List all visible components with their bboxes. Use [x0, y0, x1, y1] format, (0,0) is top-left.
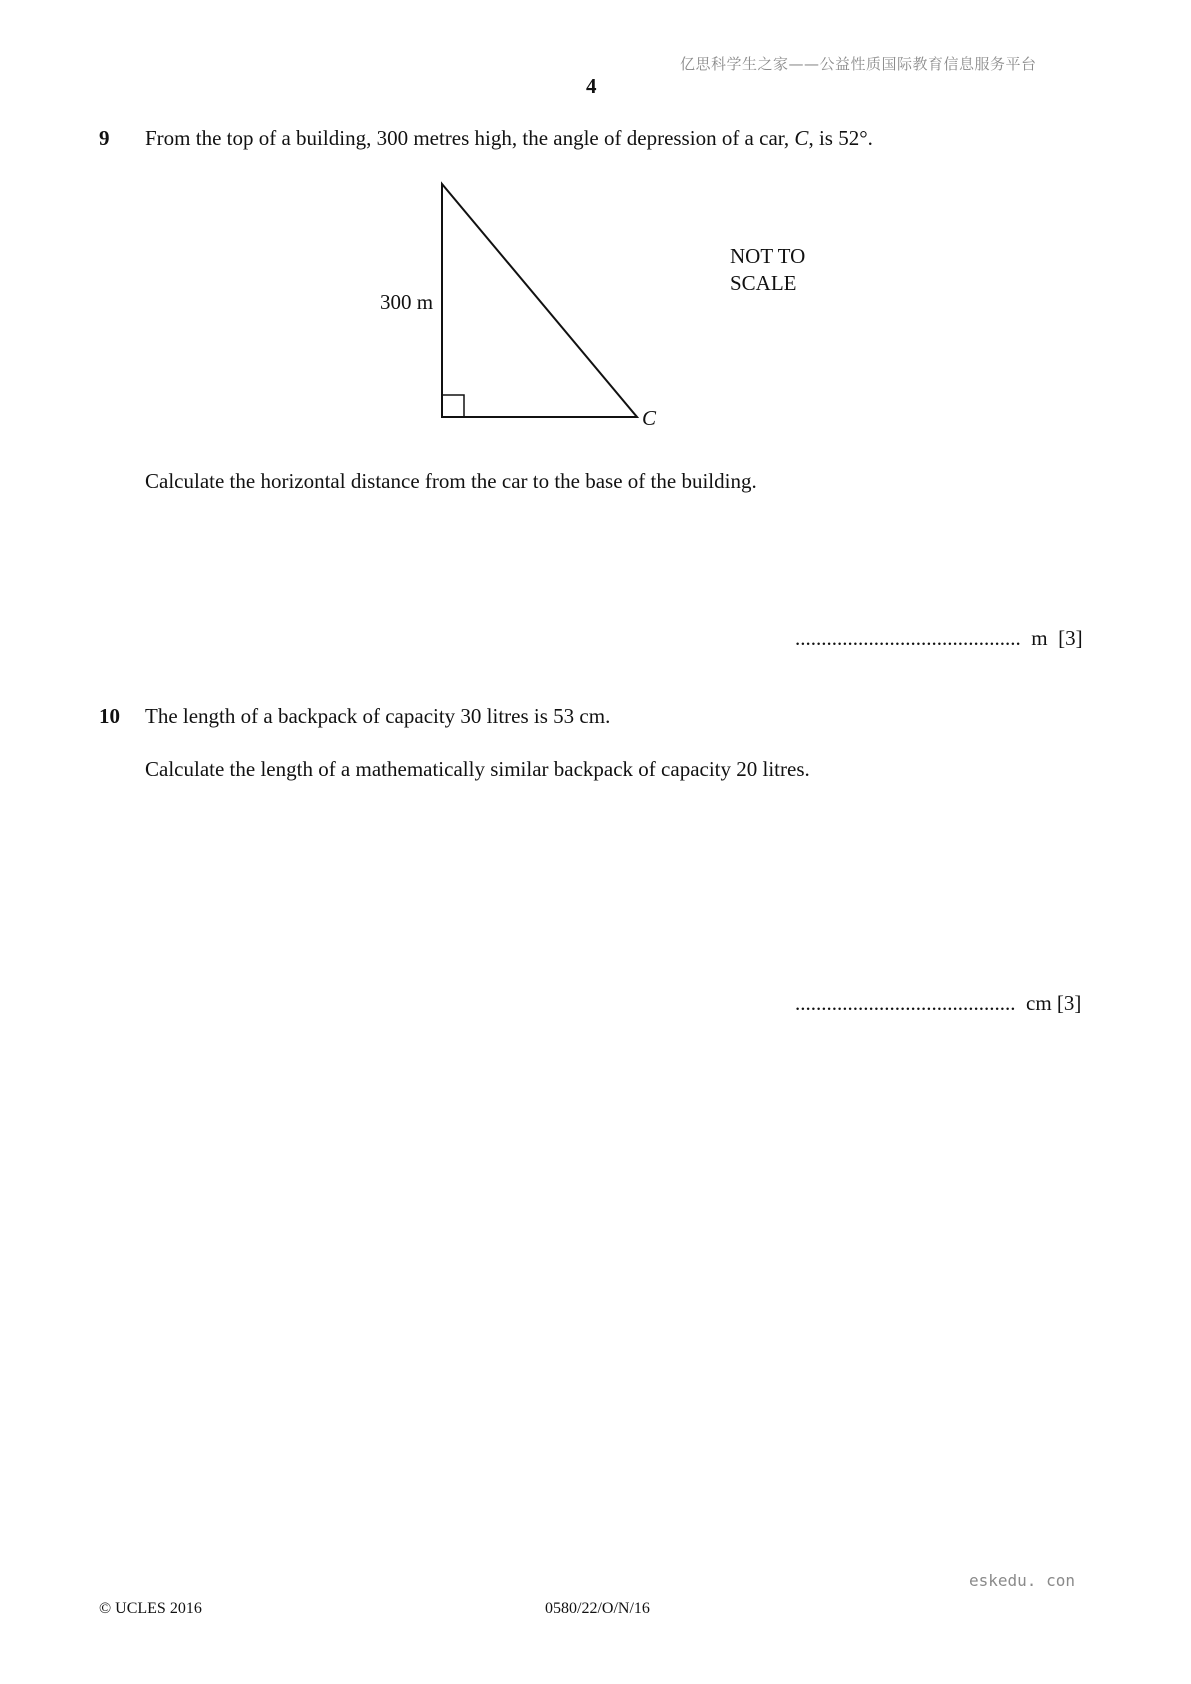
height-label: 300 m: [380, 290, 434, 314]
triangle-shape: [442, 184, 637, 417]
question-9-prompt: Calculate the horizontal distance from the car to the base of the building.: [145, 469, 757, 493]
question-10-unit: cm: [1026, 991, 1052, 1015]
question-9-unit: m: [1031, 626, 1048, 650]
question-9-car-letter: C: [794, 126, 809, 150]
page-number: 4: [586, 74, 597, 98]
question-10-answer-line: [795, 991, 1081, 1016]
question-9-marks: [3]: [1058, 626, 1083, 650]
question-9-text-end: , is 52°.: [808, 126, 873, 150]
question-10-text: The length of a backpack of capacity 30 litres is 53 cm.: [145, 704, 611, 728]
question-10-prompt: Calculate the length of a mathematically similar backpack of capacity 20 litres.: [145, 757, 810, 781]
question-9-answer-line: [795, 626, 1083, 651]
question-10-answer-dots: ..........................................: [795, 991, 1016, 1015]
question-9-text-start: From the top of a building, 300 metres high, the angle of depression of a car,: [145, 126, 795, 150]
right-angle-marker: [442, 395, 464, 417]
not-to-scale-line2: SCALE: [730, 271, 797, 295]
question-10-number: 10: [99, 704, 120, 728]
question-9-text: [145, 126, 873, 151]
footer-paper-code: 0580/22/O/N/16: [545, 1600, 650, 1617]
question-9-answer-dots: ...........................................: [795, 626, 1021, 650]
question-9-number: 9: [99, 126, 110, 150]
question-10-marks: [3]: [1056, 991, 1082, 1015]
footer-copyright: © UCLES 2016: [99, 1600, 202, 1617]
not-to-scale-line1: NOT TO: [730, 244, 806, 268]
site-watermark: eskedu. con: [969, 1571, 1075, 1590]
header-watermark: 亿思科学生之家——公益性质国际教育信息服务平台: [680, 55, 1037, 73]
triangle-diagram: [360, 170, 820, 440]
car-label: C: [642, 406, 657, 430]
